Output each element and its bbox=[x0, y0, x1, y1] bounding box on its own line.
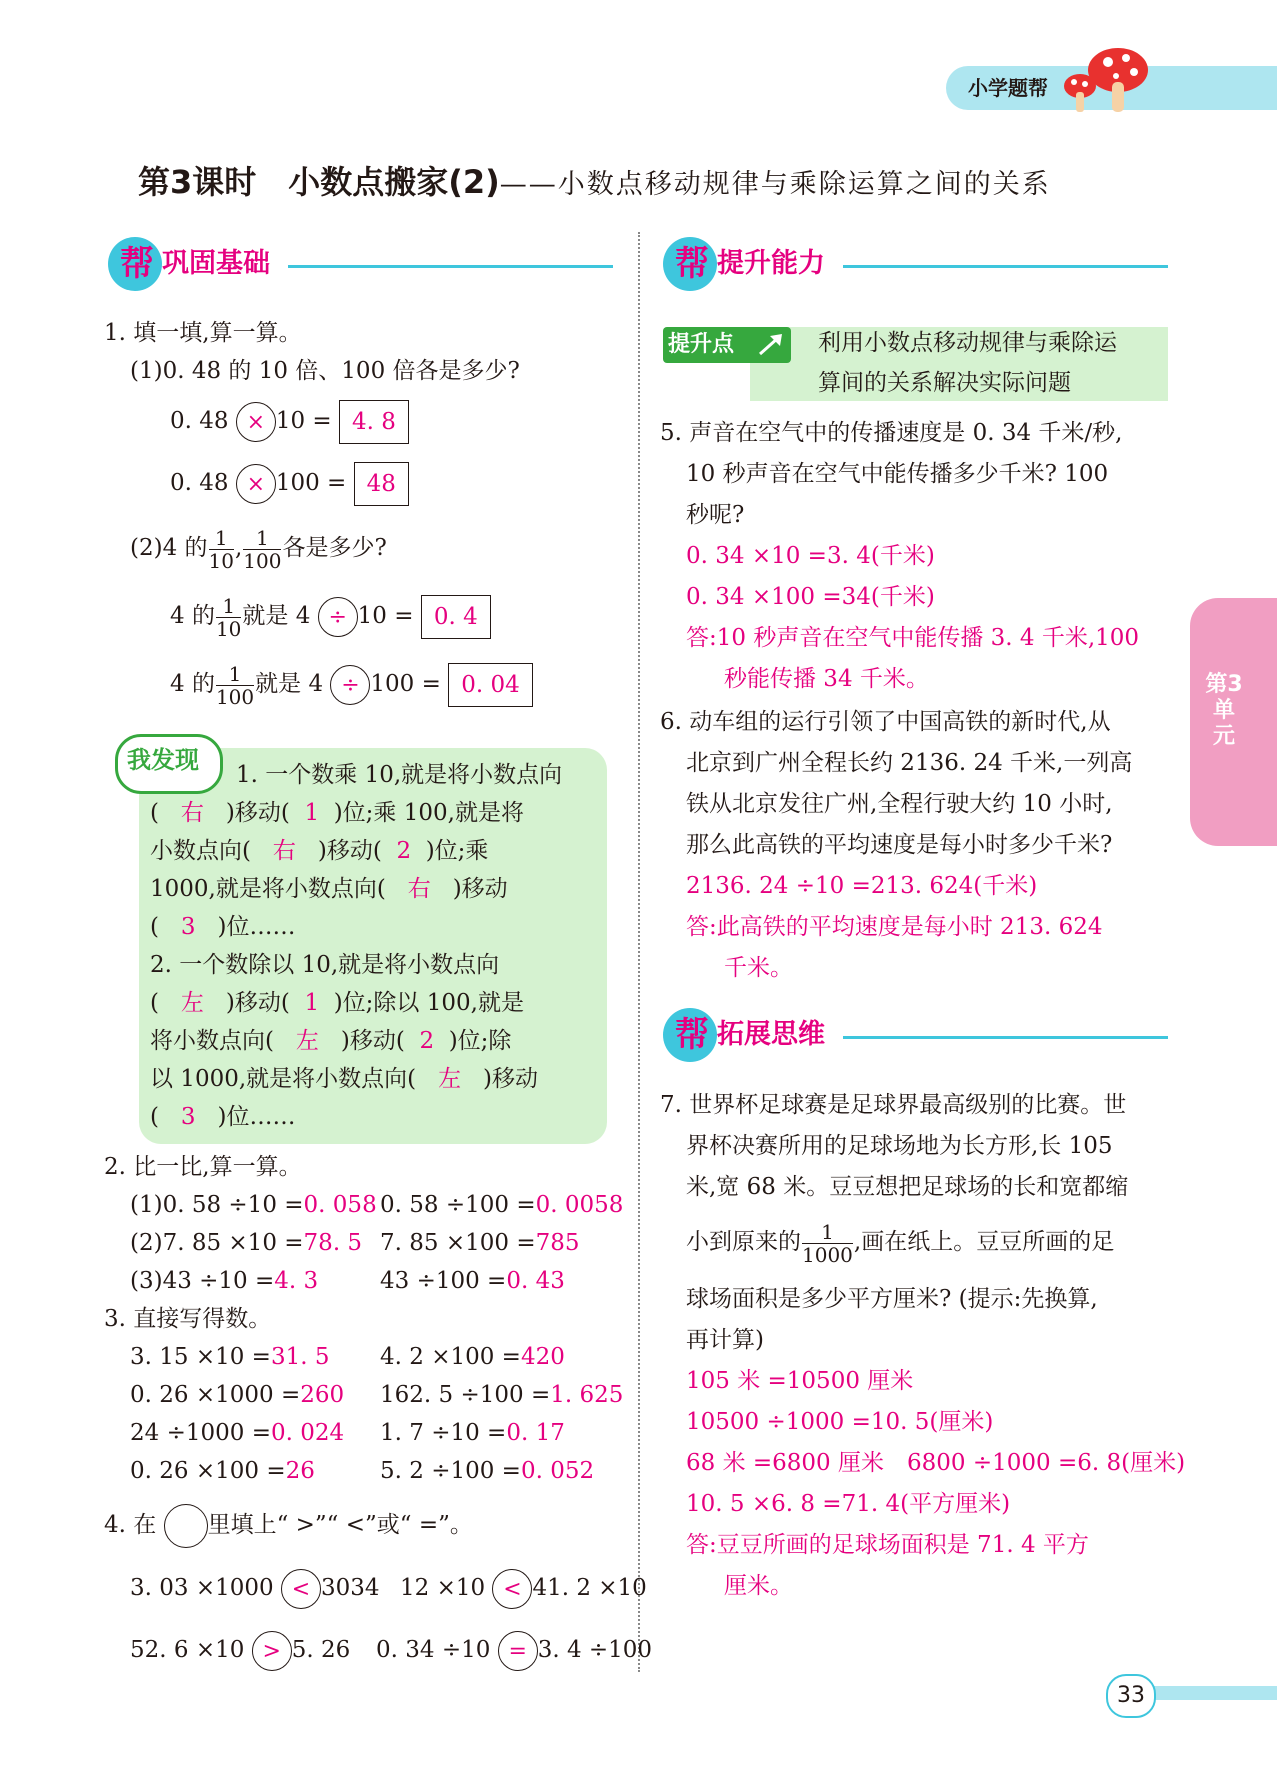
q7-line: 界杯决赛所用的足球场地为长方形,长 105 bbox=[686, 1133, 1113, 1159]
title-sub: ——小数点移动规律与乘除运算之间的关系 bbox=[499, 169, 1051, 200]
q7-answer: 10. 5 ×6. 8 =71. 4(平方厘米) bbox=[686, 1491, 1011, 1517]
q2-row-left: (1)0. 58 ÷10 =0. 058 bbox=[130, 1192, 377, 1218]
q1-stem: 1. 填一填,算一算。 bbox=[104, 320, 302, 346]
discover-line: 小数点向( 右 )移动( 2 )位;乘 bbox=[150, 838, 489, 864]
q7-line: 再计算) bbox=[686, 1327, 764, 1353]
answer-circle: < bbox=[281, 1569, 321, 1609]
q2-row-left: (3)43 ÷10 =4. 3 bbox=[130, 1268, 319, 1294]
q6-line: 北京到广州全程长约 2136. 24 千米,一列高 bbox=[686, 750, 1133, 776]
q1-row4: 4 的 $\frac{1}{100}$ 就是 4 ÷ 100 = 0. 04 bbox=[170, 658, 533, 710]
answer-circle: × bbox=[236, 402, 276, 442]
q3-row-left: 24 ÷1000 =0. 024 bbox=[130, 1420, 345, 1446]
discover-line: ( 左 )移动( 1 )位;除以 100,就是 bbox=[150, 990, 524, 1016]
discover-line: 以 1000,就是将小数点向( 左 )移动 bbox=[150, 1066, 538, 1092]
q3-row-right: 5. 2 ÷100 =0. 052 bbox=[380, 1458, 595, 1484]
title-main: 第3课时 小数点搬家(2) bbox=[138, 163, 500, 201]
arrow-icon bbox=[756, 328, 790, 362]
q3-row-right: 1. 7 ÷10 =0. 17 bbox=[380, 1420, 565, 1446]
q7-answer: 厘米。 bbox=[724, 1573, 793, 1599]
q3-row-left: 0. 26 ×1000 =260 bbox=[130, 1382, 345, 1408]
q2-row-right: 7. 85 ×100 =785 bbox=[380, 1230, 580, 1256]
q2-stem: 2. 比一比,算一算。 bbox=[104, 1154, 302, 1180]
q4-row1-right: 12 ×10 < 41. 2 ×10 bbox=[400, 1565, 647, 1611]
q7-answer: 10500 ÷1000 =10. 5(厘米) bbox=[686, 1409, 994, 1435]
tisheng-tag-label: 提升点 bbox=[668, 332, 735, 357]
answer-box: 4. 8 bbox=[339, 400, 409, 444]
q2-row-left: (2)7. 85 ×10 =78. 5 bbox=[130, 1230, 363, 1256]
tisheng-line: 算间的关系解决实际问题 bbox=[818, 370, 1071, 396]
discover-line: ( 3 )位…… bbox=[150, 1104, 296, 1130]
q2-row-right: 43 ÷100 =0. 43 bbox=[380, 1268, 565, 1294]
brand-label: 小学题帮 bbox=[968, 76, 1048, 100]
empty-circle bbox=[164, 1504, 208, 1548]
fraction: $\frac{1}{10}$ bbox=[208, 525, 234, 573]
page-title bbox=[138, 160, 1051, 207]
bang-char: 帮 bbox=[675, 244, 709, 284]
tisheng-line: 利用小数点移动规律与乘除运 bbox=[818, 330, 1117, 356]
discover-line: 1000,就是将小数点向( 右 )移动 bbox=[150, 876, 508, 902]
section-tisheng bbox=[663, 237, 1168, 291]
discover-badge-label: 我发现 bbox=[127, 746, 199, 774]
q1-part2: (2)4 的 $\frac{1}{10}$ , $\frac{1}{100}$ 各是多少? bbox=[130, 525, 387, 573]
q7-answer: 105 米 =10500 厘米 bbox=[686, 1368, 914, 1394]
unit-tab-label: 第3单元 bbox=[1205, 672, 1243, 749]
q6-line: 6. 动车组的运行引领了中国高铁的新时代,从 bbox=[660, 709, 1111, 735]
q5-answer: 答:10 秒声音在空气中能传播 3. 4 千米,100 bbox=[686, 625, 1140, 651]
section-rule bbox=[843, 1036, 1168, 1039]
fraction: $\frac{1}{100}$ bbox=[243, 525, 282, 573]
q6-answer: 2136. 24 ÷10 =213. 624(千米) bbox=[686, 873, 1038, 899]
fraction: $\frac{1}{1000}$ bbox=[802, 1219, 853, 1267]
q6-line: 那么此高铁的平均速度是每小时多少千米? bbox=[686, 832, 1113, 858]
q1-part1: (1)0. 48 的 10 倍、100 倍各是多少? bbox=[130, 358, 520, 384]
section-rule bbox=[288, 265, 613, 268]
q3-row-left: 3. 15 ×10 =31. 5 bbox=[130, 1344, 330, 1370]
q7-answer: 答:豆豆所画的足球场面积是 71. 4 平方 bbox=[686, 1532, 1089, 1558]
q4-row2-right: 0. 34 ÷10 = 3. 4 ÷100 bbox=[376, 1627, 652, 1673]
section-label: 提升能力 bbox=[717, 248, 825, 279]
q5-line: 10 秒声音在空气中能传播多少千米? 100 bbox=[686, 461, 1109, 487]
answer-circle: < bbox=[492, 1569, 532, 1609]
discover-line: ( 右 )移动( 1 )位;乘 100,就是将 bbox=[150, 800, 524, 826]
q4-row1-left: 3. 03 ×1000 < 3034 bbox=[130, 1565, 380, 1611]
q7-line: 米,宽 68 米。豆豆想把足球场的长和宽都缩 bbox=[686, 1174, 1129, 1200]
bang-char: 帮 bbox=[120, 244, 154, 284]
column-divider bbox=[638, 232, 640, 1672]
q3-row-right: 4. 2 ×100 =420 bbox=[380, 1344, 565, 1370]
fraction: $\frac{1}{10}$ bbox=[215, 593, 242, 641]
page-number-bar bbox=[1135, 1686, 1277, 1700]
discover-line: ( 3 )位…… bbox=[150, 914, 296, 940]
q3-stem: 3. 直接写得数。 bbox=[104, 1306, 272, 1332]
bang-char: 帮 bbox=[675, 1015, 709, 1055]
page-number: 33 bbox=[1106, 1674, 1156, 1718]
answer-circle: ÷ bbox=[318, 597, 358, 637]
section-label: 巩固基础 bbox=[162, 248, 270, 279]
q5-answer: 秒能传播 34 千米。 bbox=[724, 666, 929, 692]
section-rule bbox=[843, 265, 1168, 268]
q5-answer: 0. 34 ×10 =3. 4(千米) bbox=[686, 543, 935, 569]
answer-box: 0. 4 bbox=[421, 595, 491, 639]
q6-answer: 答:此高铁的平均速度是每小时 213. 624 bbox=[686, 914, 1103, 940]
mushroom-icon bbox=[1060, 44, 1150, 114]
answer-box: 0. 04 bbox=[448, 663, 533, 707]
discover-line: 1. 一个数乘 10,就是将小数点向 bbox=[236, 762, 563, 788]
q1-row3: 4 的 $\frac{1}{10}$ 就是 4 ÷ 10 = 0. 4 bbox=[170, 590, 491, 642]
q1-row1: 0. 48 × 10 = 4. 8 bbox=[170, 398, 409, 444]
q2-row-right: 0. 58 ÷100 =0. 0058 bbox=[380, 1192, 624, 1218]
answer-circle: > bbox=[252, 1631, 292, 1671]
q6-answer: 千米。 bbox=[724, 955, 793, 981]
q4-stem: 4. 在 里填上“ >”“ <”或“ =”。 bbox=[104, 1502, 473, 1548]
q3-row-right: 162. 5 ÷100 =1. 625 bbox=[380, 1382, 624, 1408]
answer-box: 48 bbox=[354, 462, 409, 506]
q7-answer: 68 米 =6800 厘米 6800 ÷1000 =6. 8(厘米) bbox=[686, 1450, 1186, 1476]
answer-circle: = bbox=[498, 1631, 538, 1671]
q7-line: 小到原来的 $\frac{1}{1000}$ ,画在纸上。豆豆所画的足 bbox=[686, 1219, 1115, 1267]
answer-circle: ÷ bbox=[330, 665, 370, 705]
q7-line: 7. 世界杯足球赛是足球界最高级别的比赛。世 bbox=[660, 1092, 1127, 1118]
q4-row2-left: 52. 6 ×10 > 5. 26 bbox=[130, 1627, 350, 1673]
discover-line: 2. 一个数除以 10,就是将小数点向 bbox=[150, 952, 500, 978]
q6-line: 铁从北京发往广州,全程行驶大约 10 小时, bbox=[686, 791, 1113, 817]
q1-row2: 0. 48 × 100 = 48 bbox=[170, 460, 409, 506]
q7-line: 球场面积是多少平方厘米? (提示:先换算, bbox=[686, 1286, 1098, 1312]
fraction: $\frac{1}{100}$ bbox=[215, 661, 255, 709]
q5-line: 秒呢? bbox=[686, 502, 745, 528]
section-label: 拓展思维 bbox=[717, 1019, 825, 1050]
section-gonggu bbox=[108, 237, 613, 291]
q3-row-left: 0. 26 ×100 =26 bbox=[130, 1458, 315, 1484]
q5-line: 5. 声音在空气中的传播速度是 0. 34 千米/秒, bbox=[660, 420, 1123, 446]
discover-line: 将小数点向( 左 )移动( 2 )位;除 bbox=[150, 1028, 512, 1054]
q5-answer: 0. 34 ×100 =34(千米) bbox=[686, 584, 935, 610]
section-tuozhan bbox=[663, 1008, 1168, 1062]
answer-circle: × bbox=[236, 464, 276, 504]
